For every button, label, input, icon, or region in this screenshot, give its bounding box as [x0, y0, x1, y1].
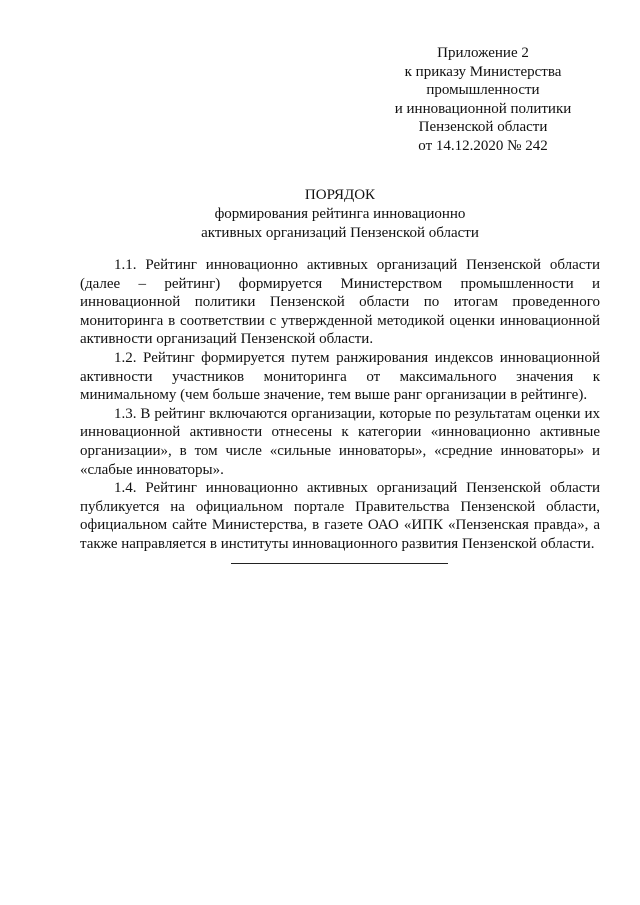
document-heading: [80, 186, 600, 243]
appendix-block: [368, 44, 598, 155]
appendix-line-number: Приложение 2: [437, 45, 529, 61]
paragraph-1-3: 1.3. В рейтинг включаются организации, которые по результатам оценки их инновационной активности отнесены к категории «инновационно активные организации», в том числе «сильные инноваторы», «средние инноваторы» и «слабые инноваторы».: [80, 405, 600, 478]
document-subtitle-line-1: формирования рейтинга инновационно: [214, 206, 466, 222]
appendix-line-date: от 14.12.2020 № 242: [418, 137, 548, 154]
paragraph-1-2: 1.2. Рейтинг формируется путем ранжирования индексов инновационной активности участников мониторинга от максимального значения к минимальному (чем больше значение, тем выше ранг организации в рейтинге).: [80, 349, 600, 404]
document-body: [80, 256, 600, 554]
paragraph-1-4: 1.4. Рейтинг инновационно активных организаций Пензенской области публикуется на официальном портале Правительства Пензенской области, официальном сайте Министерства, в газете ОАО «ИПК «Пензенская правда», а также направляется в институты инновационного развития Пензенской области.: [80, 480, 600, 552]
appendix-line-order: к приказу Министерства: [404, 63, 562, 80]
appendix-line-ministry-1: промышленности: [426, 82, 540, 98]
appendix-line-ministry-2: и инновационной политики: [394, 100, 572, 117]
document-subtitle-line-2: активных организаций Пензенской области: [201, 225, 479, 241]
paragraph-1-1: 1.1. Рейтинг инновационно активных организаций Пензенской области (далее – рейтинг) формируется Министерством промышленности и инновационной политики Пензенской области по итогам проведенного мониторинга в соответствии с утвержденной методикой оценки инновационной активности организаций Пензенской области.: [80, 257, 600, 348]
end-separator-line: [231, 563, 448, 564]
document-title: ПОРЯДОК: [304, 187, 376, 203]
appendix-line-region: Пензенской области: [418, 119, 548, 135]
